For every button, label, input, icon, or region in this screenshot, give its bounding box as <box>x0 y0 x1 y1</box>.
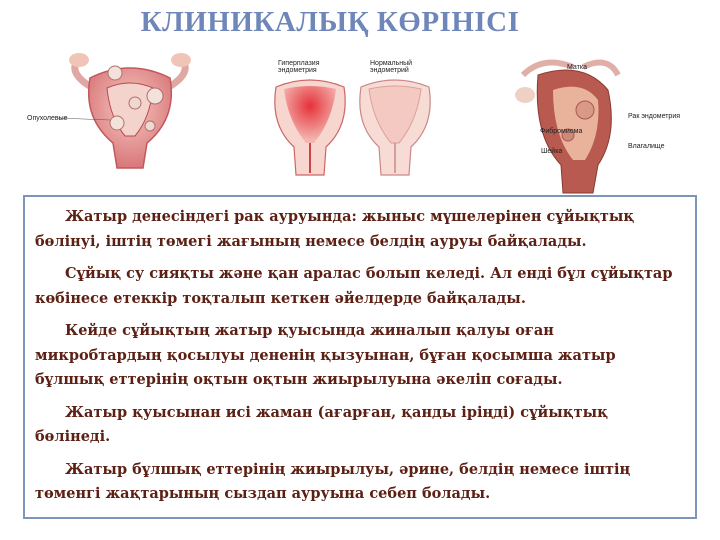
hyperplasia-label: Гиперплазия эндометрия <box>278 60 320 74</box>
paragraph-5: Жатыр бұлшық еттерінің жиырылуы, әрине, белдің немесе іштің төменгі жақтарының сыздап ауруына себеп болады. <box>35 460 631 502</box>
slide-title: КЛИНИКАЛЫҚ КӨРІНІСІ <box>140 6 520 38</box>
hyperplasia-illustration <box>270 75 350 180</box>
right-label-1: Матка <box>567 64 587 71</box>
paragraph-1: Жатыр денесіндегі рак ауруында: жыныс мүшелерінен сұйықтық бөлінуі, іштің төмегі жағының немесе белдің ауруы байқалады. <box>35 208 635 250</box>
normal-endometrium-illustration <box>355 75 435 180</box>
uterus-tumor-illustration <box>55 48 205 173</box>
normal-label: Нормальный эндометрий <box>370 60 413 74</box>
right-label-2: Рак эндометрия <box>628 113 681 120</box>
right-label-5: Влагалище <box>628 143 665 150</box>
uterus-cross-section-illustration <box>513 55 623 195</box>
paragraph-3: Кейде сұйықтың жатыр қуысында жиналып қалуы оған микробтардың қосылуы дененің қызуынан, бұған қосымша жатыр бұлшық еттерінің оқтын оқтын жиырылуына әкеліп соғады. <box>35 322 616 388</box>
text-box <box>23 195 697 519</box>
right-label-3: Фибромиома <box>540 128 583 135</box>
left-figure-label: Опухолевые <box>27 115 68 122</box>
right-label-4: Шейка <box>541 148 563 155</box>
paragraph-2: Сұйық су сияқты және қан аралас болып келеді. Ал енді бұл сұйықтар көбінесе етеккір тоқталып кеткен әйелдерде байқалады. <box>35 265 673 307</box>
paragraph-4: Жатыр қуысынан исі жаман (ағарған, қанды іріңді) сұйықтық бөлінеді. <box>35 403 608 445</box>
